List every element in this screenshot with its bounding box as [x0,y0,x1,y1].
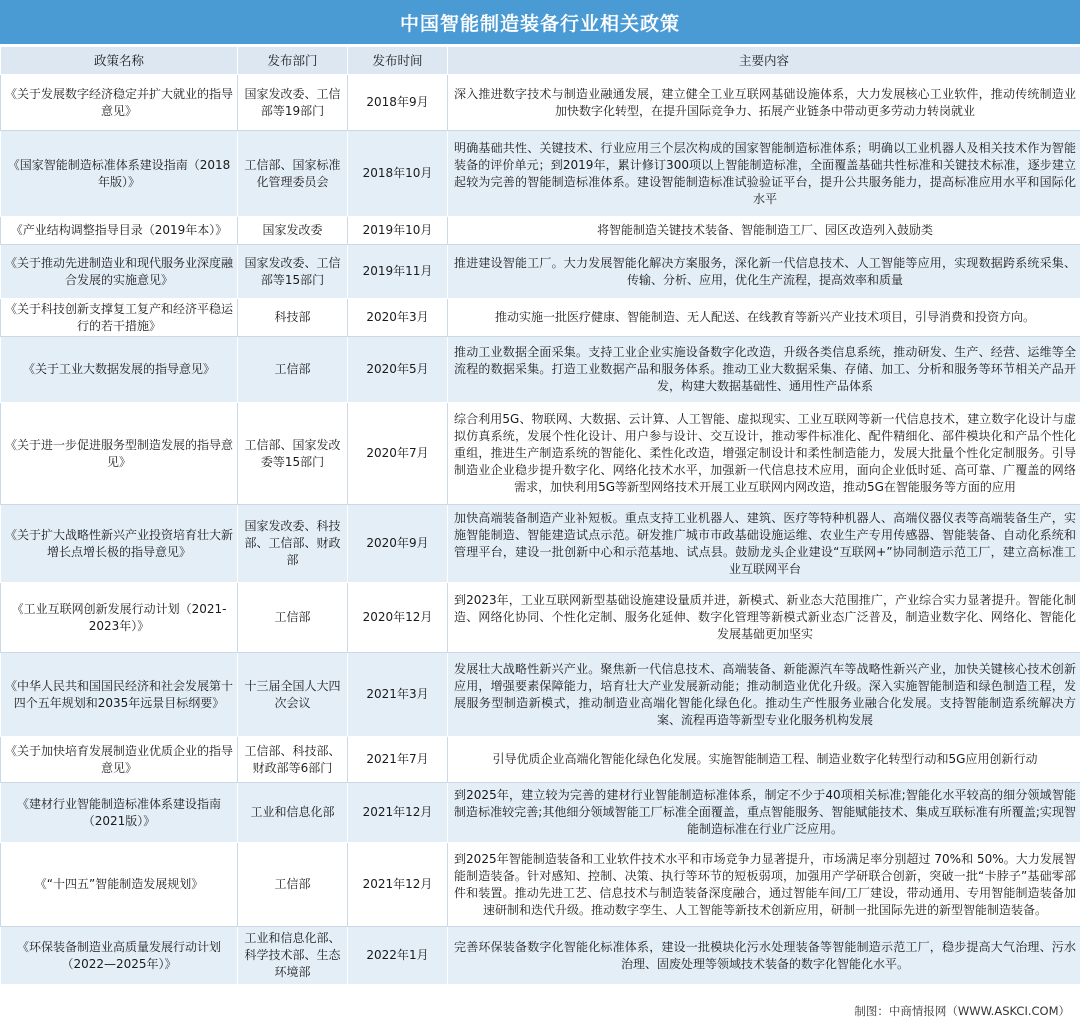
cell-department: 科技部 [238,299,348,337]
table-row [1,653,1080,737]
cell-content: 完善环保装备数字化智能化标准体系，建设一批模块化污水处理装备等智能制造示范工厂，稳步提高大气治理、污水治理、固废处理等领域技术装备的数字化智能化水平。 [448,927,1080,985]
cell-policy-name: 《关于工业大数据发展的指导意见》 [1,337,238,403]
table-row [1,783,1080,843]
column-header-content: 主要内容 [448,47,1080,75]
cell-date: 2021年12月 [348,783,448,843]
cell-content: 到2025年智能制造装备和工业软件技术水平和市场竞争力显著提升，市场满足率分别超过 70%和 50%。大力发展智能制造装备。针对感知、控制、决策、执行等环节的短板弱项，加强用产学研联合创新，突破一批“卡脖子”基础零部件和装置。推动先进工艺、信息技术与制造装备深度融合，通过智能车间/工厂建设，带动通用、专用智能制造装备加速研制和迭代升级。推动数字孪生、人工智能等新技术创新应用，研制一批国际先进的新型智能制造装备。 [448,843,1080,927]
table-row [1,505,1080,583]
footer-credit: 制图：中商情报网（WWW.ASKCI.COM） [854,1004,1070,1018]
cell-date: 2020年5月 [348,337,448,403]
table-body [1,75,1080,985]
column-header-dept: 发布部门 [238,47,348,75]
cell-date: 2022年1月 [348,927,448,985]
cell-date: 2020年3月 [348,299,448,337]
cell-content: 到2023年，工业互联网新型基础设施建设量质并进，新模式、新业态大范围推广，产业综合实力显著提升。智能化制造、网络化协同、个性化定制、服务化延伸、数字化管理等新模式新业态广泛普及，制造业数字化、网络化、智能化发展基础更加坚实 [448,583,1080,653]
cell-date: 2020年9月 [348,505,448,583]
cell-policy-name: 《产业结构调整指导目录（2019年本）》 [1,217,238,245]
cell-department: 工信部 [238,583,348,653]
cell-content: 明确基础共性、关键技术、行业应用三个层次构成的国家智能制造标准体系；明确以工业机器人及相关技术作为智能装备的评价单元；到2019年，累计修订300项以上智能制造标准，全面覆盖基础共性标准和关键技术标准，逐步建立起较为完善的智能制造标准体系。建设智能制造标准试验验证平台，提升公共服务能力，提高标准应用水平和国际化水平 [448,131,1080,217]
table-row [1,245,1080,299]
table-row [1,337,1080,403]
policy-table [0,46,1080,985]
cell-content: 综合利用5G、物联网、大数据、云计算、人工智能、虚拟现实、工业互联网等新一代信息技术，建立数字化设计与虚拟仿真系统，发展个性化设计、用户参与设计、交互设计，推动零件标准化、配件精细化、部件模块化和产品个性化重组，推进生产制造系统的智能化、柔性化改造，增强定制设计和柔性制造能力，发展大批量个性化定制服务。引导制造业企业稳步提升数字化、网络化技术水平，加强新一代信息技术应用，面向企业低时延、高可靠、广覆盖的网络需求，加快利用5G等新型网络技术开展工业互联网内网改造，推动5G在智能服务等方面的应用 [448,403,1080,505]
cell-content: 加快高端装备制造产业补短板。重点支持工业机器人、建筑、医疗等特种机器人、高端仪器仪表等高端装备生产，实施智能制造、智能建造试点示范。研发推广城市市政基础设施运维、农业生产专用传感器、智能装备、自动化系统和管理平台，建设一批创新中心和示范基地、试点县。鼓励龙头企业建设“互联网+”协同制造示范工厂，建立高标准工业互联网平台 [448,505,1080,583]
cell-content: 将智能制造关键技术装备、智能制造工厂、园区改造列入鼓励类 [448,217,1080,245]
cell-department: 十三届全国人大四次会议 [238,653,348,737]
cell-policy-name: 《环保装备制造业高质量发展行动计划（2022—2025年）》 [1,927,238,985]
cell-content: 深入推进数字技术与制造业融通发展，建立健全工业互联网基础设施体系，大力发展核心工业软件，推动传统制造业加快数字化转型，在提升国际竞争力、拓展产业链条中带动更多劳动力转岗就业 [448,75,1080,131]
cell-policy-name: 《关于推动先进制造业和现代服务业深度融合发展的实施意见》 [1,245,238,299]
table-row [1,927,1080,985]
table-row [1,75,1080,131]
cell-date: 2020年12月 [348,583,448,653]
cell-policy-name: 《关于加快培育发展制造业优质企业的指导意见》 [1,737,238,783]
cell-department: 工业和信息化部、科学技术部、生态环境部 [238,927,348,985]
column-header-name: 政策名称 [1,47,238,75]
cell-policy-name: 《“十四五”智能制造发展规划》 [1,843,238,927]
cell-policy-name: 《国家智能制造标准体系建设指南（2018年版）》 [1,131,238,217]
cell-department: 国家发改委、科技部、工信部、财政部 [238,505,348,583]
table-row [1,583,1080,653]
cell-policy-name: 《工业互联网创新发展行动计划（2021-2023年）》 [1,583,238,653]
cell-policy-name: 《关于发展数字经济稳定并扩大就业的指导意见》 [1,75,238,131]
cell-content: 到2025年，建立较为完善的建材行业智能制造标准体系，制定不少于40项相关标准;智能化水平较高的细分领域智能制造标准较完善;其他细分领域智能工厂标准全面覆盖，重点智能服务、智能赋能技术、集成互联标准有所覆盖;实现智能制造标准在行业广泛应用。 [448,783,1080,843]
page-title: 中国智能制造装备行业相关政策 [0,0,1080,44]
cell-content: 引导优质企业高端化智能化绿色化发展。实施智能制造工程、制造业数字化转型行动和5G应用创新行动 [448,737,1080,783]
cell-department: 工业和信息化部 [238,783,348,843]
cell-department: 国家发改委、工信部等15部门 [238,245,348,299]
column-header-date: 发布时间 [348,47,448,75]
cell-content: 推动工业数据全面采集。支持工业企业实施设备数字化改造，升级各类信息系统，推动研发、生产、经营、运维等全流程的数据采集。打造工业数据产品和服务体系。推动工业大数据采集、存储、加工、分析和服务等环节相关产品开发，构建大数据基础性、通用性产品体系 [448,337,1080,403]
table-header-row [1,47,1080,75]
cell-date: 2021年7月 [348,737,448,783]
table-row [1,299,1080,337]
cell-date: 2019年10月 [348,217,448,245]
table-row [1,217,1080,245]
cell-date: 2018年9月 [348,75,448,131]
table-row [1,403,1080,505]
cell-department: 国家发改委 [238,217,348,245]
cell-policy-name: 《关于扩大战略性新兴产业投资培育壮大新增长点增长极的指导意见》 [1,505,238,583]
cell-content: 发展壮大战略性新兴产业。聚焦新一代信息技术、高端装备、新能源汽车等战略性新兴产业，加快关键核心技术创新应用，增强要素保障能力，培育壮大产业发展新动能；推动制造业优化升级。深入实施智能制造和绿色制造工程，发展服务型制造新模式，推动制造业高端化智能化绿色化。推动生产性服务业融合化发展。支持智能制造系统解决方案、流程再造等新型专业化服务机构发展 [448,653,1080,737]
table-row [1,737,1080,783]
cell-policy-name: 《建材行业智能制造标准体系建设指南（2021版）》 [1,783,238,843]
cell-department: 工信部 [238,337,348,403]
cell-date: 2018年10月 [348,131,448,217]
cell-policy-name: 《关于进一步促进服务型制造发展的指导意见》 [1,403,238,505]
cell-department: 工信部、国家发改委等15部门 [238,403,348,505]
table-row [1,843,1080,927]
table-row [1,131,1080,217]
cell-department: 工信部、国家标准化管理委员会 [238,131,348,217]
cell-date: 2021年12月 [348,843,448,927]
cell-department: 工信部、科技部、财政部等6部门 [238,737,348,783]
cell-date: 2021年3月 [348,653,448,737]
cell-policy-name: 《关于科技创新支撑复工复产和经济平稳运行的若干措施》 [1,299,238,337]
cell-policy-name: 《中华人民共和国国民经济和社会发展第十四个五年规划和2035年远景目标纲要》 [1,653,238,737]
cell-date: 2019年11月 [348,245,448,299]
cell-department: 工信部 [238,843,348,927]
cell-date: 2020年7月 [348,403,448,505]
cell-content: 推动实施一批医疗健康、智能制造、无人配送、在线教育等新兴产业技术项目，引导消费和投资方向。 [448,299,1080,337]
cell-department: 国家发改委、工信部等19部门 [238,75,348,131]
cell-content: 推进建设智能工厂。大力发展智能化解决方案服务，深化新一代信息技术、人工智能等应用，实现数据跨系统采集、传输、分析、应用，优化生产流程，提高效率和质量 [448,245,1080,299]
